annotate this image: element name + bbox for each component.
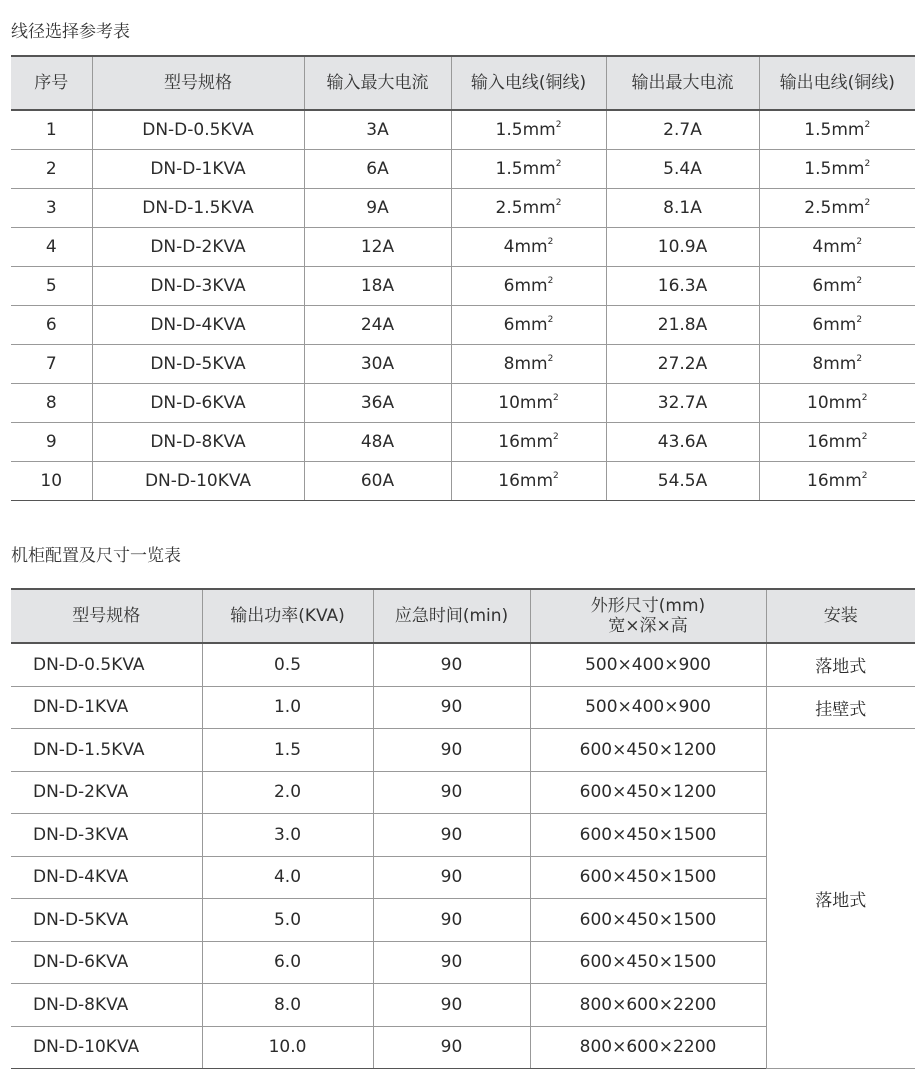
cell-model-text: DN-D-3KVA — [150, 276, 246, 296]
cell-input-current-text: 36A — [360, 393, 395, 413]
cell-output-current — [606, 423, 759, 462]
cell-output-power — [202, 814, 373, 857]
cell-output-wire-text: 1.5mm — [804, 120, 865, 140]
cell-input-wire — [451, 462, 606, 501]
unit-superscript: 2 — [864, 159, 871, 169]
cell-input-current — [304, 110, 451, 150]
cell-output-power-text: 5.0 — [273, 909, 302, 930]
cell-no — [11, 462, 92, 501]
cell-backup-time — [373, 1026, 530, 1069]
cell-output-current — [606, 462, 759, 501]
cabinet-table-title: 机柜配置及尺寸一览表 — [11, 546, 181, 566]
cell-backup-time — [373, 984, 530, 1027]
cell-input-wire-text: 16mm — [498, 471, 554, 491]
cell-dimensions — [530, 1026, 766, 1069]
cell-model-text: DN-D-10KVA — [144, 471, 252, 491]
cell-input-current-text: 30A — [360, 354, 395, 374]
cell-input-current-text: 6A — [366, 159, 389, 179]
cell-output-power-text: 3.0 — [273, 824, 302, 845]
cell-dimensions-text: 600×450×1500 — [579, 909, 717, 930]
cell-input-current-text: 48A — [360, 432, 395, 452]
cell-model — [92, 228, 304, 267]
cell-output-current — [606, 345, 759, 384]
cell-dimensions — [530, 856, 766, 899]
unit-superscript: 2 — [553, 471, 559, 481]
cell-model-text: DN-D-10KVA — [33, 1037, 140, 1058]
cell-model-text: DN-D-1KVA — [150, 159, 246, 179]
cell-output-current-text: 54.5A — [657, 471, 708, 491]
col-header-output-current: 输出最大电流 — [606, 56, 759, 110]
cell-no-text: 4 — [45, 237, 57, 257]
table-row — [11, 686, 915, 729]
cell-input-current-text: 60A — [360, 471, 395, 491]
table-row — [11, 643, 915, 686]
table-row — [11, 189, 915, 228]
cell-model — [92, 267, 304, 306]
cell-model — [11, 941, 202, 984]
cell-input-current — [304, 384, 451, 423]
cell-output-power-text: 4.0 — [273, 867, 302, 888]
cell-output-power-text: 2.0 — [273, 782, 302, 803]
cell-model — [92, 462, 304, 501]
cell-output-current-text: 32.7A — [657, 393, 708, 413]
unit-superscript: 2 — [555, 198, 562, 208]
cell-output-power-text: 0.5 — [273, 654, 302, 675]
cell-model-text: DN-D-0.5KVA — [33, 654, 145, 675]
cell-model — [11, 899, 202, 942]
unit-superscript: 2 — [555, 120, 562, 130]
cell-dimensions-text: 500×400×900 — [585, 697, 711, 718]
cell-output-power — [202, 686, 373, 729]
cell-no — [11, 267, 92, 306]
cell-input-current — [304, 462, 451, 501]
cell-install — [766, 643, 915, 686]
cell-no — [11, 306, 92, 345]
cell-backup-time-text: 90 — [440, 994, 463, 1015]
cell-output-wire-text: 1.5mm — [804, 159, 865, 179]
cell-model-text: DN-D-5KVA — [33, 909, 129, 930]
cell-output-wire-text: 2.5mm — [804, 198, 865, 218]
cell-install-text: 落地式 — [815, 891, 867, 911]
cell-no — [11, 110, 92, 150]
cell-model-text: DN-D-2KVA — [150, 237, 246, 257]
cell-no — [11, 345, 92, 384]
col-header-install: 安装 — [766, 589, 915, 643]
cell-output-current-text: 43.6A — [657, 432, 708, 452]
cell-input-current — [304, 306, 451, 345]
cell-input-wire — [451, 345, 606, 384]
cell-output-wire-text: 6mm — [812, 276, 857, 296]
cell-no-text: 2 — [45, 159, 57, 179]
cell-install — [766, 729, 915, 1069]
table-row — [11, 384, 915, 423]
cell-output-wire-text: 10mm — [807, 393, 862, 413]
cell-model-text: DN-D-4KVA — [150, 315, 246, 335]
cell-output-wire-text: 16mm — [807, 432, 862, 452]
cell-backup-time — [373, 856, 530, 899]
cell-model — [11, 729, 202, 772]
cell-dimensions-text: 600×450×1200 — [579, 739, 717, 760]
cell-output-current — [606, 306, 759, 345]
cell-model-text: DN-D-8KVA — [33, 994, 129, 1015]
cell-input-current — [304, 267, 451, 306]
cell-output-current-text: 5.4A — [663, 159, 702, 179]
col-header-model: 型号规格 — [92, 56, 304, 110]
table-row — [11, 150, 915, 189]
cell-input-wire — [451, 228, 606, 267]
col-header-output-power: 输出功率(KVA) — [202, 589, 373, 643]
cell-no-text: 1 — [45, 120, 57, 140]
unit-superscript: 2 — [861, 432, 868, 442]
unit-superscript: 2 — [861, 393, 868, 403]
cell-no-text: 8 — [45, 393, 57, 413]
cell-backup-time-text: 90 — [440, 909, 463, 930]
cell-output-wire — [759, 267, 915, 306]
cell-output-wire-text: 4mm — [812, 237, 857, 257]
cell-backup-time-text: 90 — [440, 952, 463, 973]
cell-output-current-text: 21.8A — [657, 315, 708, 335]
cell-backup-time — [373, 771, 530, 814]
cell-model — [92, 423, 304, 462]
cell-dimensions — [530, 729, 766, 772]
cell-output-wire — [759, 384, 915, 423]
cell-no-text: 6 — [45, 315, 57, 335]
col-header-no: 序号 — [11, 56, 92, 110]
cell-model-text: DN-D-6KVA — [150, 393, 246, 413]
cell-output-power — [202, 899, 373, 942]
cell-model — [92, 150, 304, 189]
cell-output-current — [606, 150, 759, 189]
cell-output-wire-text: 8mm — [812, 354, 857, 374]
cell-model — [92, 384, 304, 423]
cell-input-wire — [451, 423, 606, 462]
cell-install-text: 落地式 — [815, 657, 867, 678]
cell-output-wire — [759, 462, 915, 501]
col-header-backup-time: 应急时间(min) — [373, 589, 530, 643]
cell-input-wire-text: 1.5mm — [495, 120, 556, 140]
cell-output-power — [202, 856, 373, 899]
unit-superscript: 2 — [547, 315, 554, 325]
cell-model-text: DN-D-2KVA — [33, 782, 129, 803]
cell-model-text: DN-D-1KVA — [33, 697, 129, 718]
cell-output-power-text: 1.5 — [273, 739, 302, 760]
cell-no — [11, 189, 92, 228]
unit-superscript: 2 — [856, 276, 863, 286]
cell-input-current — [304, 228, 451, 267]
cell-dimensions-text: 500×400×900 — [585, 654, 711, 675]
cell-input-current — [304, 150, 451, 189]
table-row — [11, 228, 915, 267]
wire-table-title: 线径选择参考表 — [11, 22, 130, 42]
cell-input-wire-text: 10mm — [498, 393, 554, 413]
cell-model-text: DN-D-6KVA — [33, 952, 129, 973]
col-header-input-current: 输入最大电流 — [304, 56, 451, 110]
cell-backup-time-text: 90 — [440, 824, 463, 845]
cell-input-wire-text: 6mm — [503, 315, 548, 335]
cell-output-power — [202, 984, 373, 1027]
table-row — [11, 267, 915, 306]
cell-dimensions-text: 600×450×1500 — [579, 867, 717, 888]
cell-backup-time-text: 90 — [440, 697, 463, 718]
cell-model-text: DN-D-0.5KVA — [142, 120, 254, 140]
cell-input-current — [304, 189, 451, 228]
cell-model-text: DN-D-1.5KVA — [142, 198, 254, 218]
cell-output-current — [606, 267, 759, 306]
cell-model — [11, 814, 202, 857]
cell-dimensions-text: 600×450×1200 — [579, 782, 717, 803]
cell-input-wire-text: 2.5mm — [495, 198, 556, 218]
cell-model — [11, 686, 202, 729]
cell-dimensions — [530, 643, 766, 686]
cell-input-wire-text: 16mm — [498, 432, 554, 452]
cell-backup-time-text: 90 — [440, 739, 463, 760]
cell-model — [92, 345, 304, 384]
cell-dimensions — [530, 984, 766, 1027]
cell-input-current-text: 18A — [360, 276, 395, 296]
cell-output-wire — [759, 189, 915, 228]
cell-install-text: 挂壁式 — [815, 699, 867, 720]
cell-dimensions — [530, 941, 766, 984]
cell-output-power-text: 1.0 — [273, 697, 302, 718]
cell-output-current-text: 16.3A — [657, 276, 708, 296]
cell-dimensions-text: 600×450×1500 — [579, 952, 717, 973]
cell-output-power — [202, 643, 373, 686]
cell-no — [11, 150, 92, 189]
cell-backup-time-text: 90 — [440, 867, 463, 888]
table-header-row — [11, 56, 915, 110]
cell-output-power-text: 6.0 — [273, 952, 302, 973]
cell-output-current — [606, 110, 759, 150]
cell-output-wire — [759, 306, 915, 345]
table-row — [11, 423, 915, 462]
table-row — [11, 306, 915, 345]
cell-output-power — [202, 1026, 373, 1069]
cell-output-power — [202, 729, 373, 772]
cell-input-current-text: 9A — [366, 198, 389, 218]
cell-backup-time-text: 90 — [440, 782, 463, 803]
cell-no-text: 3 — [45, 198, 57, 218]
col-header-dimensions — [530, 589, 766, 643]
cell-input-current-text: 12A — [360, 237, 395, 257]
cell-output-wire — [759, 110, 915, 150]
cell-model — [11, 984, 202, 1027]
col-header-input-wire: 输入电线(铜线) — [451, 56, 606, 110]
cell-no-text: 5 — [45, 276, 57, 296]
cell-model — [92, 189, 304, 228]
cell-model — [11, 1026, 202, 1069]
cell-dimensions — [530, 771, 766, 814]
cell-input-wire-text: 8mm — [503, 354, 548, 374]
cell-no-text: 7 — [45, 354, 57, 374]
cell-output-wire — [759, 150, 915, 189]
cell-install — [766, 686, 915, 729]
cell-output-wire — [759, 423, 915, 462]
cell-model — [11, 771, 202, 814]
cell-model — [11, 643, 202, 686]
cell-input-current-text: 24A — [360, 315, 395, 335]
cell-backup-time — [373, 814, 530, 857]
cell-output-current — [606, 189, 759, 228]
table-row — [11, 462, 915, 501]
cell-output-wire-text: 16mm — [807, 471, 862, 491]
cell-output-power-text: 10.0 — [268, 1037, 307, 1058]
cell-backup-time — [373, 899, 530, 942]
unit-superscript: 2 — [861, 471, 868, 481]
dimensions-header-label: 外形尺寸(mm) — [590, 596, 706, 616]
cell-backup-time — [373, 686, 530, 729]
cell-no — [11, 228, 92, 267]
unit-superscript: 2 — [547, 276, 554, 286]
col-header-output-wire: 输出电线(铜线) — [759, 56, 915, 110]
cell-output-wire — [759, 228, 915, 267]
cell-dimensions-text: 800×600×2200 — [579, 994, 717, 1015]
cell-output-wire-text: 6mm — [812, 315, 857, 335]
unit-superscript: 2 — [864, 198, 871, 208]
cell-input-current — [304, 345, 451, 384]
dimensions-subheader-label: 宽×深×高 — [608, 616, 688, 636]
cell-output-current — [606, 384, 759, 423]
col-header-model: 型号规格 — [11, 589, 202, 643]
cell-input-wire — [451, 267, 606, 306]
cell-dimensions — [530, 814, 766, 857]
cell-output-power-text: 8.0 — [273, 994, 302, 1015]
unit-superscript: 2 — [856, 354, 863, 364]
unit-superscript: 2 — [555, 159, 562, 169]
cell-output-current-text: 27.2A — [657, 354, 708, 374]
cell-backup-time-text: 90 — [440, 1037, 463, 1058]
cell-model — [11, 856, 202, 899]
unit-superscript: 2 — [856, 237, 863, 247]
cell-model-text: DN-D-1.5KVA — [33, 739, 145, 760]
unit-superscript: 2 — [864, 120, 871, 130]
unit-superscript: 2 — [856, 315, 863, 325]
cell-dimensions-text: 600×450×1500 — [579, 824, 717, 845]
cell-input-wire-text: 4mm — [503, 237, 548, 257]
cell-input-wire — [451, 150, 606, 189]
cell-output-current — [606, 228, 759, 267]
wire-selection-table — [11, 55, 915, 501]
cell-backup-time — [373, 729, 530, 772]
cell-output-current-text: 10.9A — [657, 237, 708, 257]
cell-output-power — [202, 941, 373, 984]
table-row — [11, 110, 915, 150]
cell-dimensions — [530, 899, 766, 942]
cell-no — [11, 423, 92, 462]
cell-dimensions — [530, 686, 766, 729]
unit-superscript: 2 — [553, 393, 559, 403]
cell-output-current-text: 8.1A — [663, 198, 702, 218]
cell-model-text: DN-D-4KVA — [33, 867, 129, 888]
cell-input-current-text: 3A — [366, 120, 389, 140]
cell-input-wire — [451, 306, 606, 345]
unit-superscript: 2 — [547, 237, 554, 247]
cell-model — [92, 110, 304, 150]
cell-model-text: DN-D-8KVA — [150, 432, 246, 452]
table-row — [11, 729, 915, 772]
unit-superscript: 2 — [547, 354, 554, 364]
cabinet-config-table — [11, 588, 915, 1069]
table-row — [11, 345, 915, 384]
cell-no-text: 9 — [45, 432, 57, 452]
cell-no — [11, 384, 92, 423]
cell-input-wire — [451, 110, 606, 150]
cell-backup-time — [373, 643, 530, 686]
cell-no-text: 10 — [40, 471, 63, 491]
unit-superscript: 2 — [553, 432, 559, 442]
cell-model — [92, 306, 304, 345]
cell-input-current — [304, 423, 451, 462]
cell-backup-time-text: 90 — [440, 654, 463, 675]
cell-dimensions-text: 800×600×2200 — [579, 1037, 717, 1058]
cell-output-wire — [759, 345, 915, 384]
cell-input-wire-text: 1.5mm — [495, 159, 556, 179]
cell-output-power — [202, 771, 373, 814]
cell-input-wire — [451, 384, 606, 423]
cell-model-text: DN-D-5KVA — [150, 354, 246, 374]
cell-backup-time — [373, 941, 530, 984]
cell-output-current-text: 2.7A — [663, 120, 702, 140]
cell-input-wire-text: 6mm — [503, 276, 548, 296]
table-header-row — [11, 589, 915, 643]
cell-model-text: DN-D-3KVA — [33, 824, 129, 845]
cell-input-wire — [451, 189, 606, 228]
